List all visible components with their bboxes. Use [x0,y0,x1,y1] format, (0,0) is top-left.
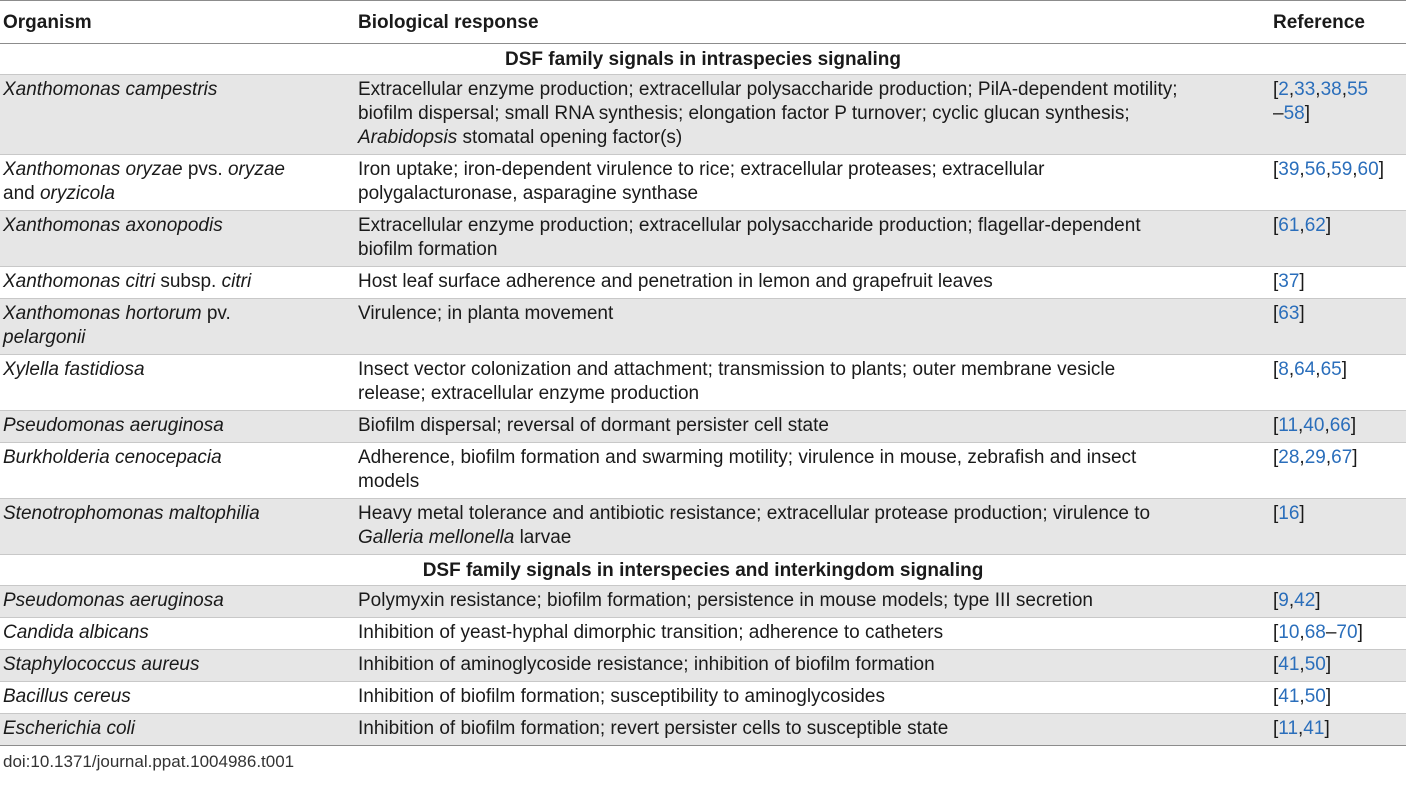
reference-link[interactable]: 38 [1320,79,1342,100]
table-row [0,355,1406,411]
reference-link[interactable]: 28 [1278,447,1300,468]
reference-cell: [41,50] [1270,650,1406,682]
text-segment: subsp. [155,271,222,292]
text-segment: Stenotrophomonas maltophilia [3,503,260,524]
text-segment: larvae [514,527,572,548]
reference-link[interactable]: 11 [1278,415,1299,436]
reference-cell: [11,41] [1270,714,1406,746]
table-row [0,267,1406,299]
text-segment: Xanthomonas hortorum [3,303,202,324]
table-row [0,499,1406,555]
section-title: DSF family signals in intraspecies signaling [0,44,1406,75]
text-segment: polygalacturonase, asparagine synthase [358,183,699,204]
reference-link[interactable]: 50 [1304,654,1326,675]
text-segment: release; extracellular enzyme production [358,383,700,404]
reference-link[interactable]: 65 [1320,359,1342,380]
reference-cell: [28,29,67] [1270,443,1406,499]
text-segment: Inhibition of biofilm formation; susceptibility to aminoglycosides [358,686,885,707]
text-segment: biofilm formation [358,239,498,260]
reference-link[interactable]: 29 [1304,447,1326,468]
reference-link[interactable]: 37 [1278,271,1300,292]
table-row [0,650,1406,682]
reference-link[interactable]: 61 [1278,215,1300,236]
reference-cell: [10,68–70] [1270,618,1406,650]
table-row [0,211,1406,267]
reference-link[interactable]: 56 [1304,159,1326,180]
organism-cell [0,714,355,746]
text-segment: and [3,183,40,204]
text-segment: Xanthomonas citri [3,271,156,292]
text-segment: Burkholderia cenocepacia [3,447,222,468]
reference-cell: [9,42] [1270,586,1406,618]
text-segment: Polymyxin resistance; biofilm formation; persistence in mouse models; type III secretion [358,590,1093,611]
organism-cell [0,75,355,155]
reference-cell: [39,56,59,60] [1270,155,1406,211]
text-segment: Inhibition of biofilm formation; revert persister cells to susceptible state [358,718,949,739]
table-row [0,155,1406,211]
table-row [0,411,1406,443]
reference-cell: [16] [1270,499,1406,555]
reference-link[interactable]: 58 [1283,103,1305,124]
organism-cell [0,155,355,211]
text-segment: Biofilm dispersal; reversal of dormant persister cell state [358,415,829,436]
reference-link[interactable]: 39 [1278,159,1300,180]
response-cell [355,586,1270,618]
text-segment: stomatal opening factor(s) [457,127,683,148]
text-segment: pvs. [182,159,228,180]
header-biological-response: Biological response [355,1,1270,44]
reference-link[interactable]: 55 [1346,79,1369,100]
text-segment: Host leaf surface adherence and penetration in lemon and grapefruit leaves [358,271,993,292]
reference-link[interactable]: 10 [1278,622,1300,643]
text-segment: Bacillus cereus [3,686,131,707]
reference-cell: [2,33,38,55 –58] [1270,75,1406,155]
text-segment: Staphylococcus aureus [3,654,200,675]
text-segment: Arabidopsis [358,127,458,148]
text-segment: citri [221,271,252,292]
reference-link[interactable]: 68 [1304,622,1326,643]
reference-link[interactable]: 70 [1336,622,1358,643]
reference-cell: [41,50] [1270,682,1406,714]
organism-cell [0,618,355,650]
response-cell [355,75,1270,155]
section-header-row [0,44,1406,75]
table-row [0,75,1406,155]
response-cell [355,682,1270,714]
text-segment: oryzae [227,159,285,180]
text-segment: Xanthomonas axonopodis [3,215,223,236]
organism-cell [0,443,355,499]
text-segment: Pseudomonas aeruginosa [3,590,224,611]
response-cell [355,211,1270,267]
table-body [0,44,1406,746]
reference-link[interactable]: 41 [1303,718,1325,739]
response-cell [355,299,1270,355]
organism-cell [0,682,355,714]
reference-link[interactable]: 8 [1278,359,1289,380]
text-segment: biofilm dispersal; small RNA synthesis; elongation factor P turnover; cyclic glucan synthesis; [358,103,1130,124]
reference-cell: [63] [1270,299,1406,355]
reference-link[interactable]: 63 [1278,303,1300,324]
reference-link[interactable]: 33 [1294,79,1316,100]
organism-cell [0,355,355,411]
organism-cell [0,586,355,618]
reference-range-dash: – [1325,622,1337,643]
reference-cell: [8,64,65] [1270,355,1406,411]
table-row [0,443,1406,499]
text-segment: Xylella fastidiosa [3,359,145,380]
text-segment: pv. [201,303,231,324]
response-cell [355,714,1270,746]
text-segment: Xanthomonas oryzae [3,159,183,180]
reference-link[interactable]: 9 [1278,590,1289,611]
reference-link[interactable]: 40 [1303,415,1325,436]
text-segment: Inhibition of yeast-hyphal dimorphic transition; adherence to catheters [358,622,944,643]
reference-link[interactable]: 59 [1331,159,1353,180]
organism-cell [0,499,355,555]
text-segment: Pseudomonas aeruginosa [3,415,224,436]
response-cell [355,155,1270,211]
doi-caption[interactable]: doi:10.1371/journal.ppat.1004986.t001 [3,752,295,771]
text-segment: Virulence; in planta movement [358,303,614,324]
response-cell [355,411,1270,443]
reference-link[interactable]: 50 [1304,686,1326,707]
text-segment: Insect vector colonization and attachment; transmission to plants; outer membrane vesicle [358,359,1116,380]
text-segment: Heavy metal tolerance and antibiotic resistance; extracellular protease production; virulence to [358,503,1151,524]
section-title: DSF family signals in interspecies and interkingdom signaling [0,555,1406,586]
table-row [0,586,1406,618]
organism-cell [0,411,355,443]
response-cell [355,267,1270,299]
text-segment: Galleria mellonella [358,527,515,548]
header-reference: Reference [1270,1,1406,44]
text-segment: Adherence, biofilm formation and swarming motility; virulence in mouse, zebrafish and insect [358,447,1137,468]
reference-link[interactable]: 2 [1278,79,1289,100]
table-header [0,1,1406,44]
table-row [0,682,1406,714]
table-row [0,714,1406,746]
text-segment: Extracellular enzyme production; extracellular polysaccharide production; PilA-dependent motility; [358,79,1178,100]
text-segment: Extracellular enzyme production; extracellular polysaccharide production; flagellar-dependent [358,215,1141,236]
organism-cell [0,211,355,267]
response-cell [355,499,1270,555]
organism-cell [0,650,355,682]
text-segment: Escherichia coli [3,718,135,739]
reference-link[interactable]: 64 [1294,359,1316,380]
response-cell [355,650,1270,682]
table-row [0,299,1406,355]
reference-cell: [37] [1270,267,1406,299]
text-segment: Inhibition of aminoglycoside resistance; inhibition of biofilm formation [358,654,935,675]
reference-link[interactable]: 67 [1331,447,1353,468]
response-cell [355,355,1270,411]
text-segment: oryzicola [39,183,115,204]
organism-cell [0,267,355,299]
text-segment: Candida albicans [3,622,149,643]
response-cell [355,618,1270,650]
section-header-row [0,555,1406,586]
organism-cell [0,299,355,355]
reference-cell: [61,62] [1270,211,1406,267]
reference-link[interactable]: 41 [1278,686,1300,707]
table-row [0,618,1406,650]
reference-link[interactable]: 66 [1329,415,1351,436]
text-segment: Iron uptake; iron-dependent virulence to rice; extracellular proteases; extracellular [358,159,1045,180]
text-segment: models [358,471,420,492]
reference-link[interactable]: 42 [1294,590,1316,611]
reference-range-dash: – [1273,103,1284,124]
response-cell [355,443,1270,499]
header-organism: Organism [0,1,355,44]
reference-link[interactable]: 11 [1278,718,1299,739]
reference-link[interactable]: 60 [1357,159,1379,180]
reference-link[interactable]: 16 [1278,503,1300,524]
text-segment: Xanthomonas campestris [3,79,218,100]
reference-link[interactable]: 62 [1304,215,1326,236]
reference-link[interactable]: 41 [1278,654,1300,675]
reference-cell: [11,40,66] [1270,411,1406,443]
text-segment: pelargonii [3,327,86,348]
